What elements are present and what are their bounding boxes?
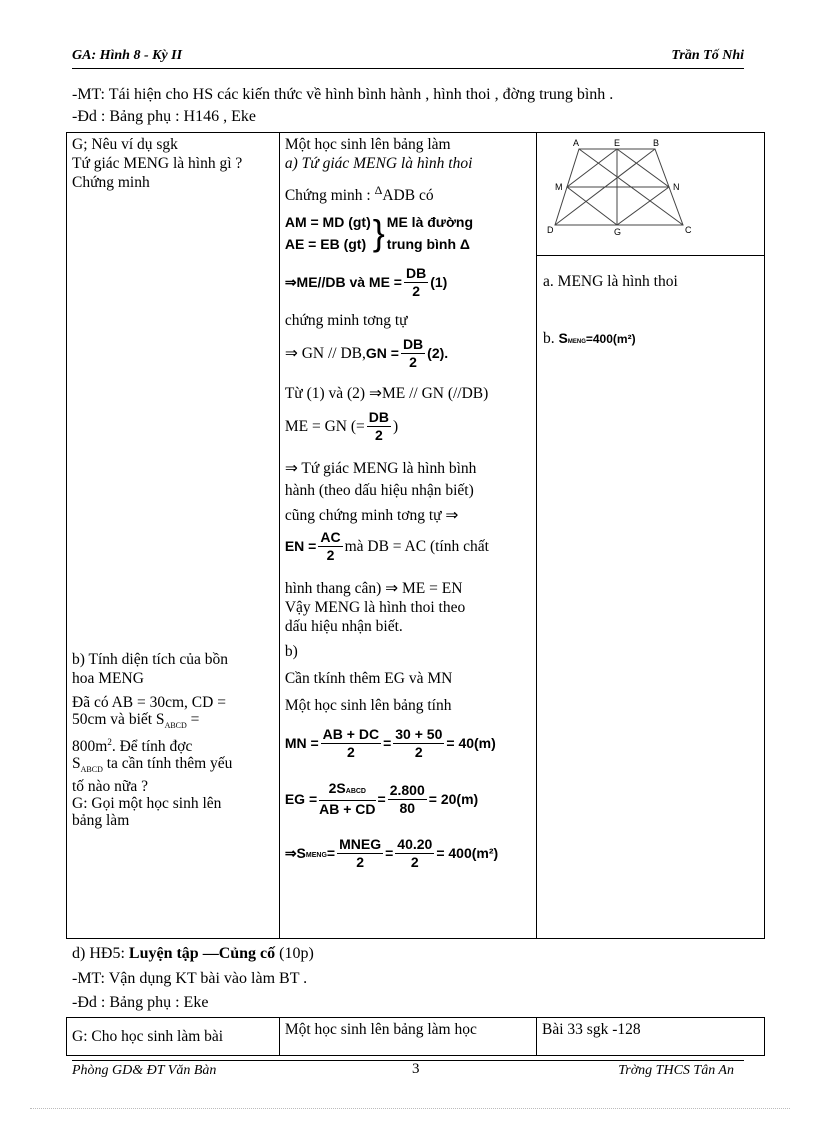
t-c-1: Đã có AB = 30cm, CD =: [72, 694, 226, 711]
hd5-prefix: d) HĐ5:: [72, 945, 129, 962]
formula-mn: [285, 721, 531, 765]
s-p10: Vậy MENG là hình thoi theo: [284, 599, 466, 617]
frac-num: AB + DC: [322, 725, 380, 742]
s-p11: dấu hiệu nhận biết.: [284, 618, 403, 636]
activity-table: [66, 1017, 765, 1056]
s-p2: a) Tứ giác MENG là hình thoi: [284, 155, 473, 172]
s-m3a: ⇒ME//DB và ME =: [284, 273, 402, 290]
brace-icon: }: [372, 212, 385, 254]
answer-divider: [537, 255, 764, 256]
f2-frac-2: [388, 782, 427, 817]
s-m1b: ME là đường: [386, 214, 473, 231]
teacher-part-b: [72, 650, 272, 829]
header-left: GA: Hình 8 - Kỳ II: [72, 48, 183, 63]
f1-result: = 40(m): [446, 734, 496, 751]
s-p1: Một học sinh lên bảng làm: [284, 136, 451, 153]
t-b-1: b) Tính diện tích của bồn: [72, 651, 228, 668]
t-b-2: hoa MENG: [72, 670, 144, 687]
answer-b-value: =400(m²): [585, 332, 636, 346]
f3-frac-1: [337, 836, 383, 871]
frac-den: 2: [356, 853, 364, 870]
t-c-4a: S: [72, 755, 81, 773]
answer-a: a. MENG là hình thoi: [543, 273, 678, 290]
formula-eg: [285, 777, 531, 821]
frac-den: 2: [414, 743, 423, 760]
brace-right: [387, 211, 473, 255]
t-c-5: tố nào nữa ?: [72, 778, 148, 796]
frac-num: 30 + 50: [395, 725, 443, 742]
hd5-suffix: (10p): [275, 945, 314, 962]
s-m5: [285, 407, 531, 445]
intro-mt: -MT: Tái hiện cho HS các kiến thức về hình bình hành , hình thoi , đờng trung bình .: [72, 86, 614, 103]
s-m2a: AE = EB (gt): [284, 236, 367, 253]
answer-b: [543, 329, 636, 352]
f2-eq: =: [377, 790, 386, 807]
frac-den: 80: [399, 799, 416, 816]
frac-db-3: [367, 409, 391, 444]
s-m4b: GN =: [365, 344, 399, 361]
f1-label: MN =: [284, 734, 319, 751]
frac-num: MNEG: [339, 835, 382, 852]
hd5-bold: Luyện tập —Củng cố: [128, 945, 276, 962]
frac-den: 2: [409, 353, 417, 370]
frac-den: 2: [374, 426, 383, 443]
s-m4c: (2).: [427, 344, 449, 361]
s-m6a: EN =: [284, 537, 317, 554]
hd5-dd: -Đd : Bảng phụ : Eke: [72, 994, 209, 1011]
s-p14: Một học sinh lên bảng tính: [284, 697, 452, 715]
t-c-2: [72, 711, 272, 734]
triangle-symbol: Δ: [374, 183, 383, 197]
t-c-3b: . Để tính đợc: [111, 738, 193, 756]
f3-eq: =: [385, 844, 394, 861]
answer-b-sub: MENG: [567, 339, 586, 345]
page-edge-divider: [30, 1108, 790, 1109]
f2-label: EG =: [284, 790, 318, 807]
s-p3a: Chứng minh :: [284, 187, 375, 205]
label-g: G: [614, 227, 622, 237]
teacher-column: [67, 133, 280, 939]
t-c-4sub: ABCD: [80, 765, 103, 775]
t-c-2sub: ABCD: [164, 721, 187, 731]
t-c-2b: =: [186, 711, 200, 728]
s-p4: chứng minh tơng tự: [284, 312, 408, 330]
t-c-3: [72, 734, 272, 755]
act-col-3: Bài 33 sgk -128: [537, 1018, 765, 1056]
s-m4: [285, 334, 531, 372]
s-p7: hành (theo dấu hiệu nhận biết): [284, 482, 474, 500]
frac-num: DB: [368, 408, 389, 425]
act-col-2: Một học sinh lên bảng làm học: [279, 1018, 536, 1056]
t-c-2a: 50cm và biết S: [72, 711, 165, 728]
s-m3b: (1): [430, 273, 448, 290]
s-p3: [285, 181, 531, 205]
t-c-3sup: 2: [107, 737, 112, 748]
f3-result: = 400(m²): [436, 844, 499, 861]
s-p8: cũng chứng minh tơng tự ⇒: [284, 507, 459, 525]
frac-ac: [318, 529, 342, 564]
f3-sub: MENG: [305, 852, 327, 860]
page-footer: [72, 1060, 744, 1081]
footer-right: Trờng THCS Tân An: [618, 1063, 734, 1078]
frac-num: 2.800: [389, 781, 425, 798]
frac-den: AB + CD: [319, 801, 376, 818]
frac-db-2: [401, 336, 425, 371]
answer-b-s: S: [558, 330, 568, 346]
page-number: 3: [412, 1061, 420, 1077]
t-c-7: bảng làm: [72, 812, 130, 830]
s-m6: [285, 527, 531, 565]
label-d: D: [547, 225, 554, 235]
label-m: M: [555, 182, 563, 192]
header-right: Trần Tố Nhi: [671, 48, 744, 63]
label-b: B: [653, 138, 660, 148]
s-p12: b): [284, 643, 298, 661]
s-m1a: AM = MD (gt): [284, 214, 371, 231]
label-c: C: [685, 225, 692, 235]
brace-left: [285, 211, 371, 255]
f2-num-text: 2S: [328, 780, 346, 797]
s-m6b: mà DB = AC (tính chất: [344, 537, 489, 555]
s-p3b: ADB có: [382, 187, 434, 205]
frac-den: 2: [410, 853, 419, 870]
t-line-1: G; Nêu ví dụ sgk: [72, 136, 178, 153]
f2-result: = 20(m): [428, 790, 479, 807]
label-n: N: [673, 182, 680, 192]
f2-frac-1: [319, 780, 375, 818]
t-c-3a: 800m: [72, 738, 108, 756]
frac-den: 2: [412, 282, 420, 299]
lesson-table: [66, 132, 765, 939]
f3-frac-2: [395, 836, 434, 871]
frac-den: 2: [346, 743, 355, 760]
f1-frac-1: [321, 726, 381, 761]
label-e: E: [614, 138, 621, 148]
student-column: [279, 133, 536, 939]
t-line-3: Chứng minh: [72, 174, 150, 191]
page-header: [72, 48, 744, 69]
formula-area: [285, 831, 531, 875]
answer-b-prefix: b.: [543, 330, 559, 347]
f1-frac-2: [393, 726, 444, 761]
f2-num-sub: ABCD: [345, 788, 366, 796]
s-m2b: trung bình Δ: [386, 236, 470, 253]
f1-eq: =: [383, 734, 392, 751]
s-p13: Cần tkính thêm EG và MN: [284, 670, 453, 688]
frac-num: DB: [405, 264, 427, 281]
s-m4a: ⇒ GN // DB,: [284, 344, 366, 362]
s-p5: Từ (1) và (2) ⇒ME // GN (//DB): [284, 385, 489, 403]
s-brace-block: [285, 211, 531, 255]
t-c-4: [72, 755, 272, 778]
frac-num: AC: [320, 528, 341, 545]
s-m5a: ME = GN (=: [284, 417, 365, 435]
hd5-mt: -MT: Vận dụng KT bài vào làm BT .: [72, 970, 308, 987]
teacher-question: [72, 694, 272, 829]
hd5-title: [72, 945, 314, 963]
frac-den: 2: [326, 546, 335, 563]
answer-column: [537, 133, 765, 939]
frac-num: [319, 780, 375, 801]
t-c-6: G: Gọi một học sinh lên: [72, 795, 222, 813]
frac-num: 40.20: [397, 835, 433, 852]
frac-db-1: [404, 265, 428, 300]
trapezoid-figure: [547, 137, 697, 237]
s-m3: [285, 263, 531, 301]
s-p9: hình thang cân) ⇒ ME = EN: [284, 580, 463, 598]
s-m5b: ): [392, 417, 399, 435]
t-c-4b: ta cần tính thêm yếu: [102, 755, 233, 773]
s-p6: ⇒ Tứ giác MENG là hình bình: [284, 460, 477, 478]
f3-eq0: =: [326, 844, 336, 861]
footer-left: Phòng GD& ĐT Văn Bàn: [72, 1063, 217, 1078]
f3-label: ⇒S: [284, 844, 306, 861]
frac-num: DB: [402, 335, 424, 352]
act-col-1: G: Cho học sinh làm bài: [67, 1018, 280, 1056]
t-line-2: Tứ giác MENG là hình gì ?: [72, 155, 243, 172]
intro-dd: -Đd : Bảng phụ : H146 , Eke: [72, 108, 256, 125]
label-a: A: [573, 138, 580, 148]
